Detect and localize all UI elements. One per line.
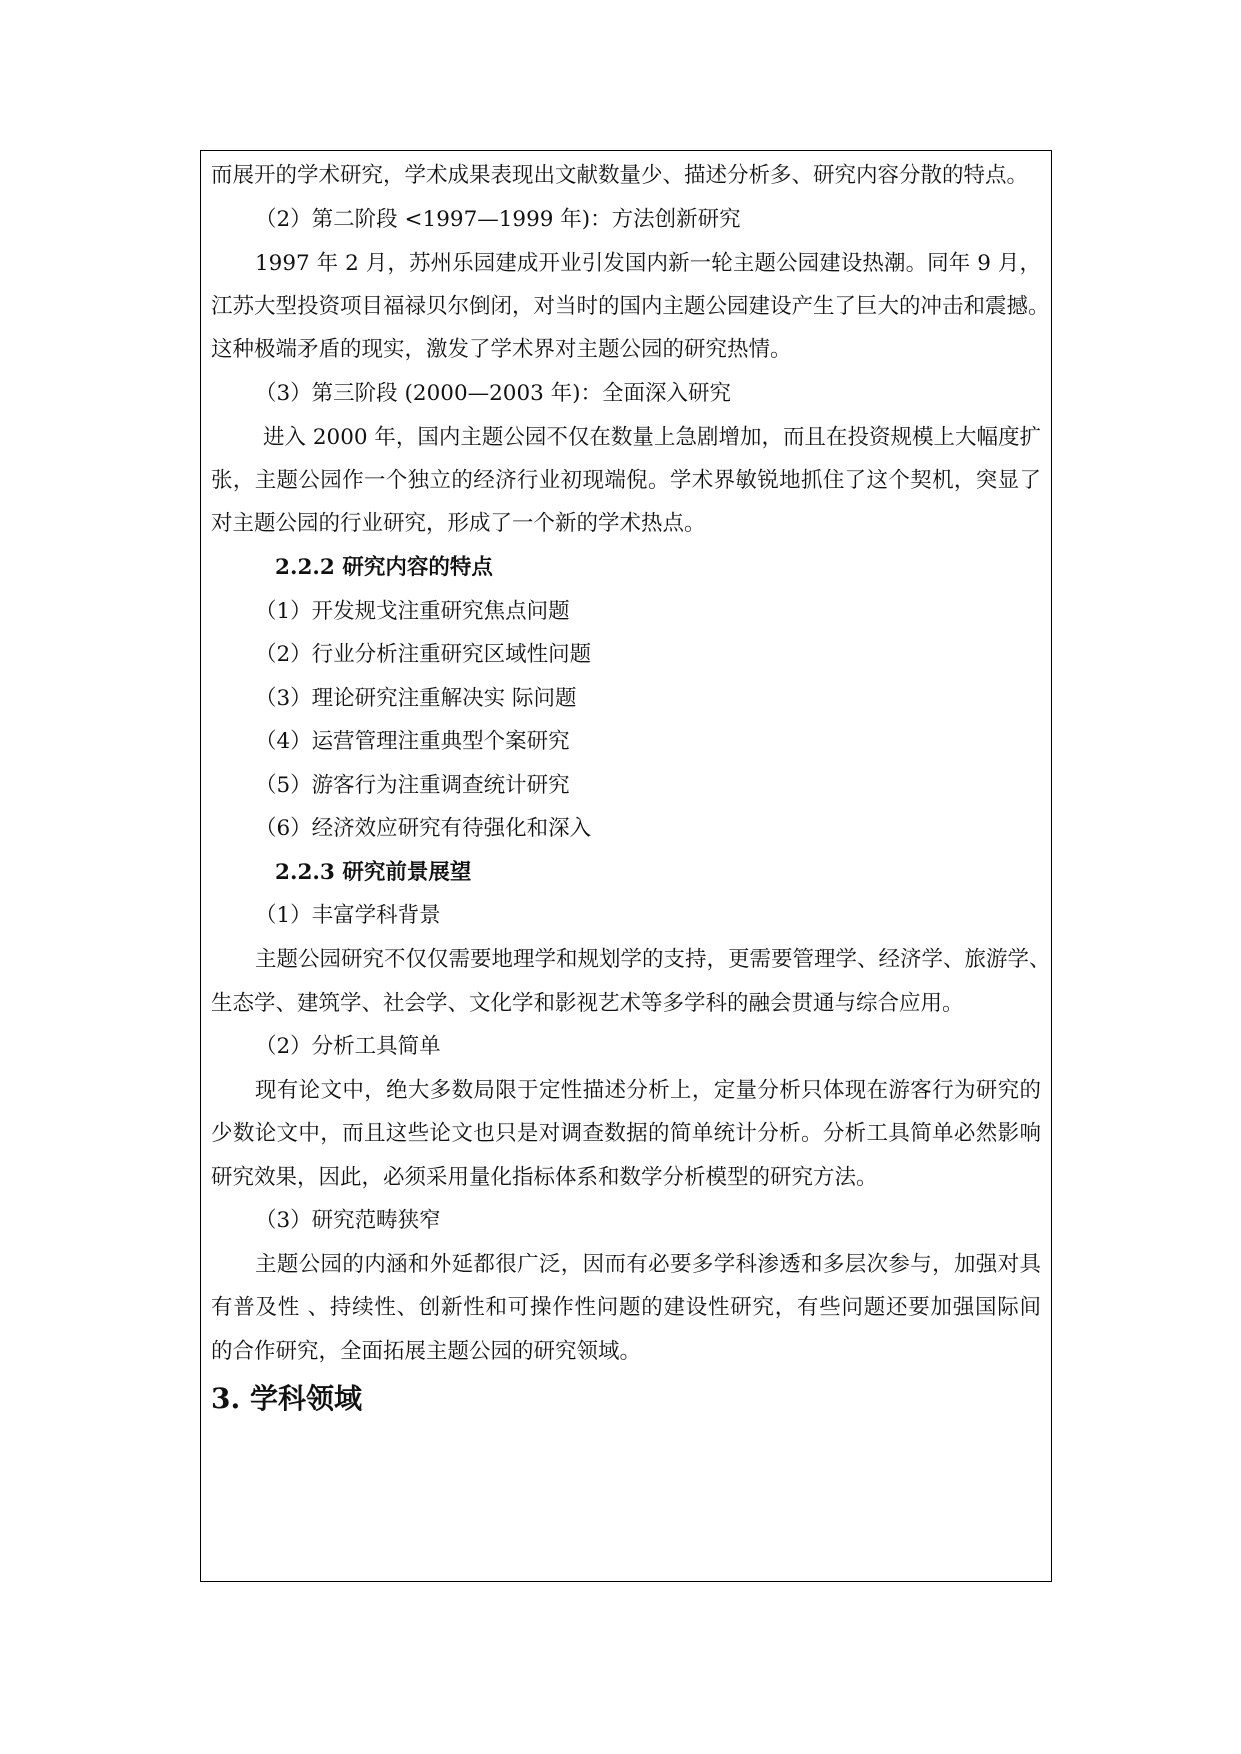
- text-line: 有普及性 、持续性、创新性和可操作性问题的建设性研究，有些问题还要加强国际间: [211, 1295, 1041, 1320]
- list-item: （2）行业分析注重研究区域性问题: [255, 642, 592, 667]
- text-line: 这种极端矛盾的现实，激发了学术界对主题公园的研究热情。: [211, 337, 792, 362]
- text-line: 研究效果，因此，必须采用量化指标体系和数学分析模型的研究方法。: [211, 1165, 878, 1190]
- text-line: 少数论文中，而且这些论文也只是对调查数据的简单统计分析。分析工具简单必然影响: [211, 1121, 1041, 1146]
- text-line: 的合作研究，全面拓展主题公园的研究领域。: [211, 1339, 642, 1364]
- stage-heading: （2）第二阶段 <1997—1999 年)：方法创新研究: [255, 207, 741, 232]
- text-line: 对主题公园的行业研究，形成了一个新的学术热点。: [211, 511, 706, 536]
- stage-heading: （3）第三阶段 (2000—2003 年)：全面深入研究: [255, 381, 732, 406]
- list-item: （1）开发规戈注重研究焦点问题: [255, 599, 570, 624]
- text-line: 主题公园的内涵和外延都很广泛，因而有必要多学科渗透和多层次参与，加强对具: [255, 1252, 1041, 1277]
- text-line: 现有论文中，绝大多数局限于定性描述分析上，定量分析只体现在游客行为研究的: [255, 1078, 1041, 1103]
- list-item: （4）运营管理注重典型个案研究: [255, 729, 570, 754]
- list-item: （3）研究范畴狭窄: [255, 1208, 441, 1233]
- section-heading: 3. 学科领域: [211, 1382, 362, 1415]
- subsection-heading: 2.2.2 研究内容的特点: [275, 555, 493, 580]
- list-item: （6）经济效应研究有待强化和深入: [255, 816, 592, 841]
- text-line: 1997 年 2 月，苏州乐园建成开业引发国内新一轮主题公园建设热潮。同年 9 月，: [255, 251, 1041, 276]
- list-item: （5）游客行为注重调查统计研究: [255, 773, 570, 798]
- text-line: 进入 2000 年，国内主题公园不仅在数量上急剧增加，而且在投资规模上大幅度扩: [263, 425, 1041, 450]
- text-line: 张，主题公园作一个独立的经济行业初现端倪。学术界敏锐地抓住了这个契机，突显了: [211, 468, 1041, 493]
- list-item: （1）丰富学科背景: [255, 903, 441, 928]
- list-item: （2）分析工具简单: [255, 1034, 441, 1059]
- content-frame: [200, 150, 1052, 1582]
- text-line: 江苏大型投资项目福禄贝尔倒闭，对当时的国内主题公园建设产生了巨大的冲击和震撼。: [211, 294, 1050, 319]
- text-line: 生态学、建筑学、社会学、文化学和影视艺术等多学科的融会贯通与综合应用。: [211, 991, 964, 1016]
- subsection-heading: 2.2.3 研究前景展望: [275, 860, 472, 885]
- text-line: 而展开的学术研究，学术成果表现出文献数量少、描述分析多、研究内容分散的特点。: [211, 163, 1029, 188]
- list-item: （3）理论研究注重解决实 际问题: [255, 686, 577, 711]
- text-line: 主题公园研究不仅仅需要地理学和规划学的支持，更需要管理学、经济学、旅游学、: [255, 947, 1051, 972]
